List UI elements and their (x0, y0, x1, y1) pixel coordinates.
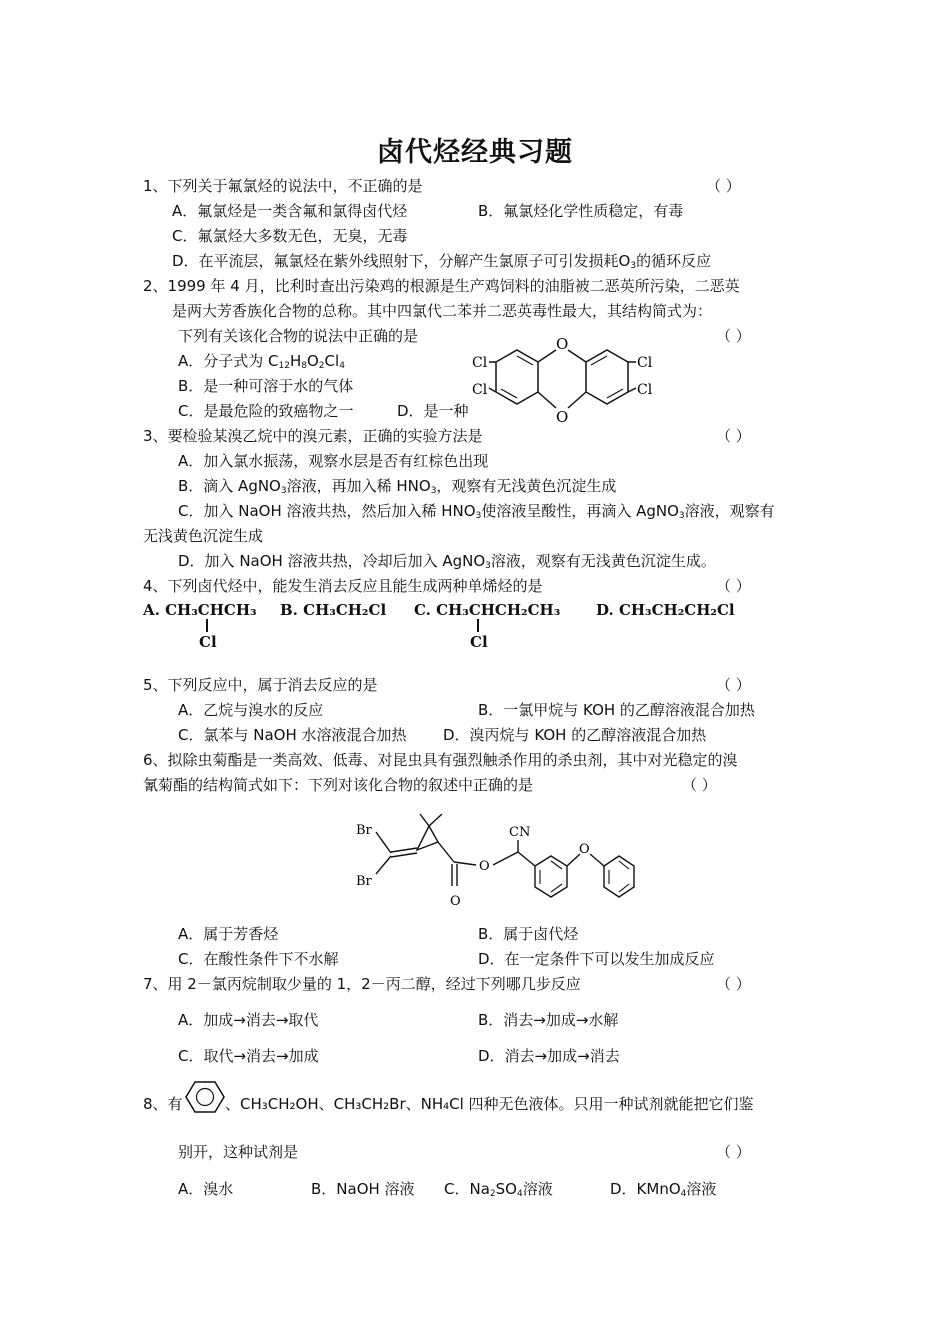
deltamethrin-cn: CN (509, 825, 531, 840)
q2-option-a: A．分子式为 $C_{12}H_8O_2Cl_4$ (178, 352, 345, 371)
q6-option-c: C．在酸性条件下不水解 (178, 950, 339, 968)
deltamethrin-o-carbonyl: O (450, 894, 461, 909)
q2-option-d: D．是一种 (397, 402, 469, 420)
q1-option-a: A．氟氯烃是一类含氟和氯得卤代烃 (172, 202, 408, 220)
benzene-icon (185, 1080, 225, 1114)
dioxin-cl-2: Cl (472, 382, 488, 398)
q6-answer-paren: （ ） (682, 776, 717, 794)
q4-option-c-cl: Cl (470, 633, 488, 651)
q2-option-c: C．是最危险的致癌物之一 (178, 402, 354, 420)
q8-option-d: D．KMnO$_4$溶液 (610, 1180, 717, 1199)
q7-answer-paren: （ ） (716, 975, 751, 993)
q4-stem: 4、下列卤代烃中，能发生消去反应且能生成两种单烯烃的是 (143, 577, 543, 595)
q3-stem: 3、要检验某溴乙烷中的溴元素，正确的实验方法是 (143, 427, 483, 445)
q5-option-a: A．乙烷与溴水的反应 (178, 701, 324, 719)
deltamethrin-br-2: Br (356, 874, 372, 889)
q8-answer-paren: （ ） (716, 1143, 751, 1161)
dioxin-cl-3: Cl (637, 355, 653, 371)
q3-option-c: C．加入 NaOH 溶液共热，然后加入稀 $HNO_3$使溶液呈酸性，再滴入 AgNO$_3$溶液，观察有 (178, 502, 775, 521)
q3-option-a: A．加入氯水振荡，观察水层是否有红棕色出现 (178, 452, 489, 470)
q8-option-a: A．溴水 (178, 1180, 234, 1198)
q7-option-b: B．消去→加成→水解 (478, 1011, 619, 1029)
q3-option-b: B．滴入 AgNO$_3$溶液，再加入稀 $HNO_3$，观察有无浅黄色沉淀生成 (178, 477, 617, 496)
q2-answer-paren: （ ） (716, 327, 751, 345)
q4-option-b: B. CH₃CH₂Cl (280, 601, 387, 619)
dioxin-cl-4: Cl (637, 382, 653, 398)
dioxin-structure (470, 332, 660, 427)
q5-stem: 5、下列反应中，属于消去反应的是 (143, 676, 378, 694)
q1-option-b: B．氟氯烃化学性质稳定，有毒 (478, 202, 684, 220)
q6-option-a: A．属于芳香烃 (178, 925, 279, 943)
dioxin-o-bottom: O (556, 408, 569, 426)
q1-stem: 1、下列关于氟氯烃的说法中，不正确的是 (143, 177, 423, 195)
q2-line-2: 是两大芳香族化合物的总称。其中四氯代二苯并二恶英毒性最大，其结构简式为： (172, 302, 713, 320)
dioxin-cl-1: Cl (472, 355, 488, 371)
q7-option-d: D．消去→加成→消去 (478, 1047, 620, 1065)
q4-option-a-cl: Cl (199, 633, 217, 651)
q6-line-1: 6、拟除虫菊酯是一类高效、低毒、对昆虫具有强烈触杀作用的杀虫剂，其中对光稳定的溴 (143, 751, 738, 769)
deltamethrin-structure (350, 808, 640, 913)
deltamethrin-o-ether: O (579, 842, 590, 857)
q8-option-b: B．NaOH 溶液 (311, 1180, 415, 1198)
dioxin-o-top: O (556, 335, 569, 353)
q7-stem: 7、用 2－氯丙烷制取少量的 1，2－丙二醇，经过下列哪几步反应 (143, 975, 581, 993)
q5-option-d: D．溴丙烷与 KOH 的乙醇溶液混合加热 (443, 726, 707, 744)
q3-answer-paren: （ ） (716, 427, 751, 445)
q5-answer-paren: （ ） (716, 676, 751, 694)
q3-option-c-cont: 无浅黄色沉淀生成 (143, 527, 264, 545)
page-title: 卤代烃经典习题 (377, 137, 573, 168)
q3-option-d: D．加入 NaOH 溶液共热，冷却后加入 AgNO$_3$溶液，观察有无浅黄色沉淀生成。 (178, 552, 716, 571)
q4-option-c-bond (477, 619, 479, 632)
q8-line-2: 别开，这种试剂是 (178, 1143, 299, 1161)
q4-option-d: D. CH₃CH₂CH₂Cl (596, 601, 735, 619)
q4-option-a-bond (206, 619, 208, 632)
q2-line-3: 下列有关该化合物的说法中正确的是 (178, 327, 419, 345)
q2-option-b: B．是一种可溶于水的气体 (178, 377, 354, 395)
q5-option-b: B．一氯甲烷与 KOH 的乙醇溶液混合加热 (478, 701, 755, 719)
q2-line-1: 2、1999 年 4 月，比利时查出污染鸡的根源是生产鸡饲料的油脂被二恶英所污染，二恶英 (143, 277, 740, 295)
q7-option-c: C．取代→消去→加成 (178, 1047, 319, 1065)
q4-answer-paren: （ ） (716, 577, 751, 595)
q4-option-c: C. CH₃CHCH₂CH₃ (414, 601, 561, 619)
q5-option-c: C．氯苯与 NaOH 水溶液混合加热 (178, 726, 407, 744)
q1-option-c: C．氟氯烃大多数无色，无臭，无毒 (172, 227, 408, 245)
deltamethrin-br-1: Br (356, 823, 372, 838)
q6-option-b: B．属于卤代烃 (478, 925, 579, 943)
q1-option-d: D．在平流层，氟氯烃在紫外线照射下，分解产生氯原子可引发损耗$O_3$的循环反应 (172, 252, 712, 271)
q6-line-2: 氰菊酯的结构简式如下：下列对该化合物的叙述中正确的是 (143, 776, 534, 794)
q8-stem-list: 、CH₃CH₂OH、CH₃CH₂Br、NH₄Cl 四种无色液体。只用一种试剂就能把它们鉴 (225, 1095, 754, 1113)
q8-option-c: C．$Na_2SO_4$溶液 (444, 1180, 553, 1199)
q1-answer-paren: （ ） (706, 177, 741, 195)
q7-option-a: A．加成→消去→取代 (178, 1011, 319, 1029)
q8-stem-prefix: 8、有 (143, 1095, 183, 1113)
q4-option-a: A. CH₃CHCH₃ (143, 601, 257, 619)
q6-option-d: D．在一定条件下可以发生加成反应 (478, 950, 715, 968)
deltamethrin-o-ester: O (479, 859, 490, 874)
